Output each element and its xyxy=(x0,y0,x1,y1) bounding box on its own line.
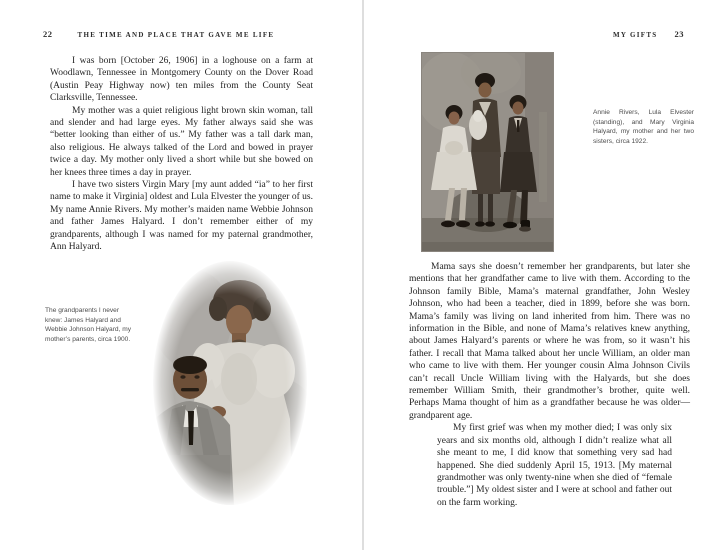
grandparents-photo-image xyxy=(152,259,308,507)
paragraph: I have two sisters Virgin Mary [my aunt added “ia” to her first name to make it Virginia] oldest and Lula Elvester the younger of us. My name Annie Rivers. My mother’s maiden name Webbie Johnson and father James Halyard. I don’t remember either of my grandparents, although I was named for my paternal grandmother, Ann Halyard. xyxy=(50,180,313,253)
sisters-photo-image xyxy=(421,52,554,252)
left-page-body xyxy=(50,55,313,254)
paragraph: My mother was a quiet religious light brown skin woman, tall and slender and had large eyes. My father always said she was “better looking than either of us.” My father was a tall dark man, also religious. He always talked of the Lord and bowed in prayer twice a day. My mother only lived a short while but she bowed on her knees three times a day in prayer. xyxy=(50,105,313,178)
right-header-title: MY GIFTS xyxy=(612,31,658,39)
grandparents-photo-caption: The grandparents I never knew: James Halyard and Webbie Johnson Halyard, my mother’s parents, circa 1900. xyxy=(45,307,132,344)
paragraph: Mama says she doesn’t remember her grandparents, but later she mentions that her grandfather came to live with them. According to the Johnson family Bible, Mama’s maternal grandfather, John Wesley Johnson, who had been a teacher, died in 1899, before she was born. Mama’s family was living on land inherited from him. There was no information in the Bible, and none of Mama’s relatives knew anything, about James Halyard’s parents or where he was from, so it wasn’t his father. I recall that Mama talked about her uncle William, an older man who came to live with them. Her younger cousin Alma Johnson Civils can’t recall Uncle William living with the Halyards, but she does remember William Smith, their grandmother’s brother, quite well. Perhaps Mama thought of him as a grandfather because he was older—grandparent age. xyxy=(409,262,690,421)
right-page-number: 23 xyxy=(674,29,684,39)
right-running-header xyxy=(613,29,684,39)
sisters-photo-caption: Annie Rivers, Lula Elvester (standing), and Mary Virginia Halyard, my mother and her two sisters, circa 1922. xyxy=(593,109,694,146)
left-running-header xyxy=(43,29,274,39)
right-page-body xyxy=(409,261,690,509)
memoir-quote-paragraph: My first grief was when my mother died; I was only six years and six months old, although I didn’t realize what all she meant to me, I did know that something very sad had happened. She died suddenly April 15, 1913. [My maternal grandmother was only twenty-nine when she died of “female trouble.”] My oldest sister and I were at school and father out on the farm working. xyxy=(437,423,672,508)
sisters-photo xyxy=(421,52,554,252)
page-gutter-divider xyxy=(362,0,364,550)
left-page-number: 22 xyxy=(43,29,53,39)
paragraph: I was born [October 26, 1906] in a loghouse on a farm at Woodlawn, Tennessee in Montgomery County on the Dover Road (Austin Peay Highway now) ten miles from the County Seat Clarksville, Tennessee. xyxy=(50,56,313,104)
grandparents-photo xyxy=(152,259,308,507)
left-header-title: THE TIME AND PLACE THAT GAVE ME LIFE xyxy=(77,31,275,39)
